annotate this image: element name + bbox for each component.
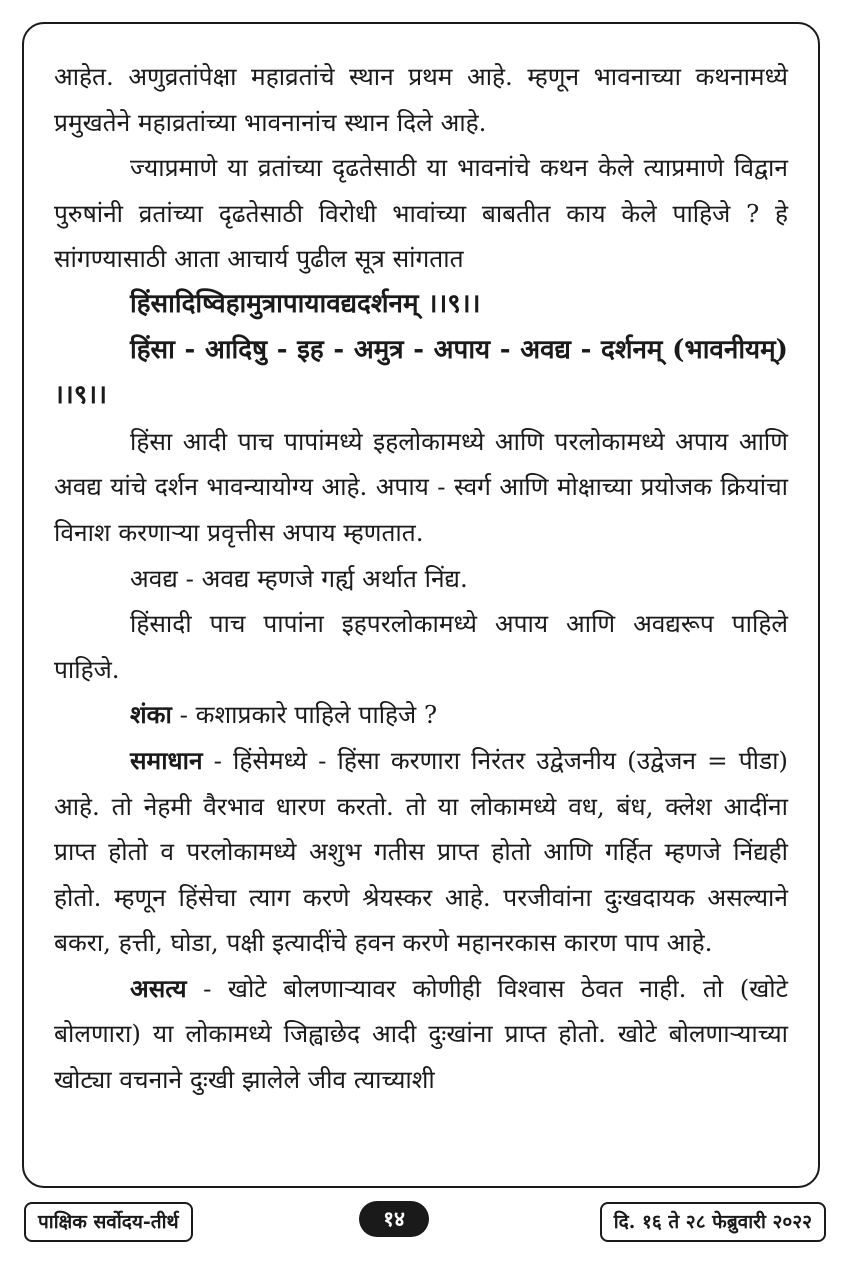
paragraph-text: अवद्य - अवद्य म्हणजे गर्ह्य अर्थात निंद्य. [130, 563, 468, 593]
paragraph [54, 419, 788, 556]
page-frame [22, 22, 820, 1188]
sutra-line [54, 282, 788, 328]
paragraph-text: हिंसा - आदिषु - इह - अमुत्र - अपाय - अवद्य - दर्शनम् (भावनीयम्) ।।९।। [54, 334, 788, 411]
paragraph-lead-term: समाधान [130, 745, 203, 775]
paragraph-text: - कशाप्रकारे पाहिले पाहिजे ? [171, 700, 438, 730]
sutra-line [54, 328, 788, 419]
paragraph-text: ज्याप्रमाणे या व्रतांच्या दृढतेसाठी या भावनांचे कथन केले त्याप्रमाणे विद्वान पुरुषांनी व्रतांच्या दृढतेसाठी विरोधी भावांच्या बाबतीत काय केले पाहिजे ? हे सांगण्यासाठी आता आचार्य पुढील सूत्र सांगतात [54, 153, 788, 274]
page-number: १४ [359, 1201, 429, 1237]
paragraph-text: हिंसादी पाच पापांना इहपरलोकामध्ये अपाय आणि अवद्यरूप पाहिले पाहिजे. [54, 609, 788, 684]
paragraph-text: आहेत. अणुव्रतांपेक्षा महाव्रतांचे स्थान प्रथम आहे. म्हणून भावनाच्या कथनामध्ये प्रमुखतेने महाव्रतांच्या भावनानांच स्थान दिले आहे. [54, 62, 788, 137]
paragraph [54, 966, 788, 1103]
paragraph [54, 692, 788, 738]
paragraph [54, 54, 788, 145]
paragraph [54, 556, 788, 602]
paragraph-text: - हिंसेमध्ये - हिंसा करणारा निरंतर उद्वेजनीय (उद्वेजन = पीडा) आहे. तो नेहमी वैरभाव धारण करतो. तो या लोकामध्ये वध, बंध, क्लेश आदींना प्राप्त होतो व परलोकामध्ये अशुभ गतीस प्राप्त होतो आणि गर्हित म्हणजे निंद्यही होतो. म्हणून हिंसेचा त्याग करणे श्रेयस्कर आहे. परजीवांना दुःखदायक असल्याने बकरा, हत्ती, घोडा, पक्षी इत्यादींचे हवन करणे महानरकास कारण पाप आहे. [54, 745, 788, 958]
paragraph-text: - खोटे बोलणाऱ्यावर कोणीही विश्वास ठेवत नाही. तो (खोटे बोलणारा) या लोकामध्ये जिह्वाछेद आदी दुःखांना प्राप्त होतो. खोटे बोलणाऱ्याच्या खोट्या वचनाने दुःखी झालेले जीव त्याच्याशी [54, 973, 788, 1095]
issue-date: दि. १६ ते २८ फेब्रुवारी २०२२ [600, 1202, 826, 1242]
paragraph-lead-term: शंका [130, 700, 172, 730]
paragraph-text: हिंसादिष्विहामुत्रापायावद्यदर्शनम् ।।९।। [130, 288, 481, 319]
paragraph [54, 145, 788, 282]
paragraph-lead-term: असत्य [130, 973, 187, 1003]
paragraph [54, 738, 788, 966]
publication-name: पाक्षिक सर्वोदय-तीर्थ [24, 1202, 193, 1242]
paragraph-text: हिंसा आदी पाच पापांमध्ये इहलोकामध्ये आणि परलोकामध्ये अपाय आणि अवद्य यांचे दर्शन भावन्यायोग्य आहे. अपाय - स्वर्ग आणि मोक्षाच्या प्रयोजक क्रियांचा विनाश करणाऱ्या प्रवृत्तीस अपाय म्हणतात. [54, 426, 788, 547]
paragraph [54, 601, 788, 692]
page-content [54, 54, 788, 1103]
